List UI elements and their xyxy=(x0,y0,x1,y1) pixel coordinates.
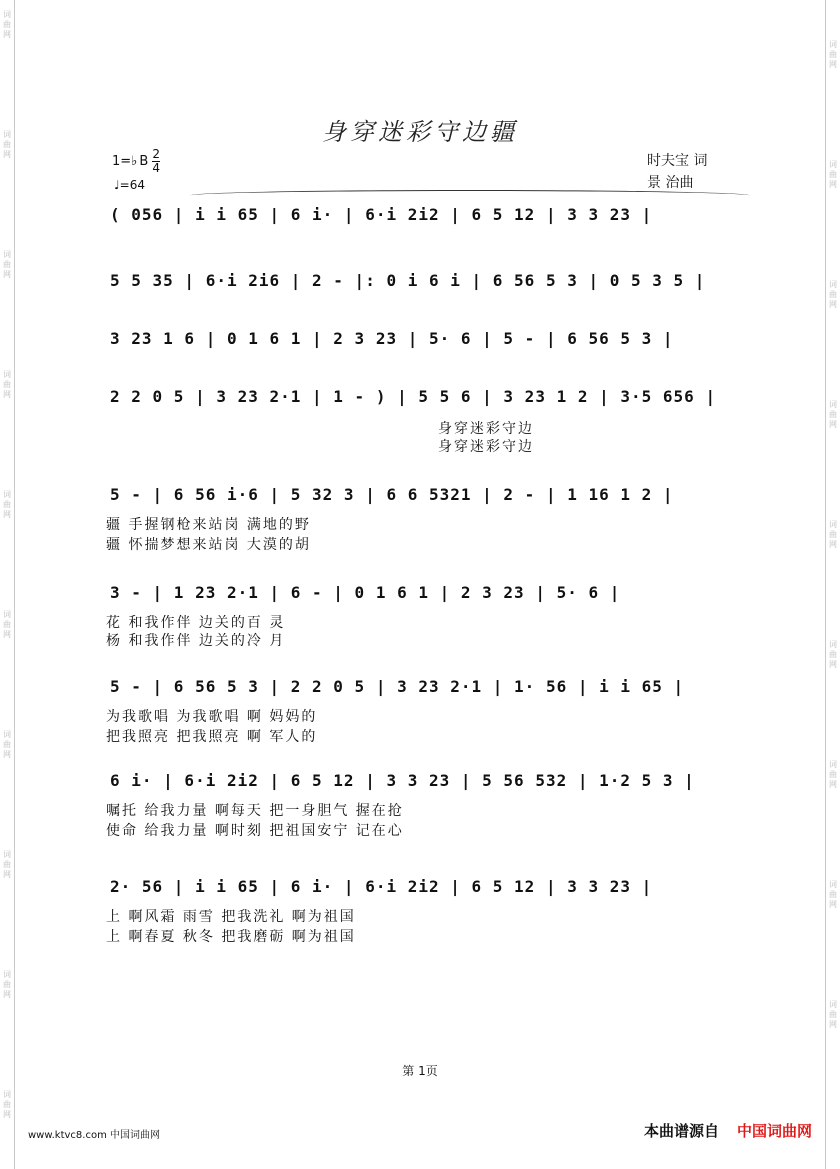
lyrics-verse-1: 身穿迷彩守边 xyxy=(438,421,534,437)
notation-row xyxy=(106,480,760,510)
notation-row xyxy=(106,382,760,412)
watermark-text: 词曲网 xyxy=(3,10,11,39)
notation-text: 5 5 35 | 6·i 2i6 | 2 - |: 0 i 6 i | 6 56 5 3 | 0 5 3 5 | xyxy=(110,271,706,290)
lyrics-verse-1: 上 啊风霜 雨雪 把我洗礼 啊为祖国 xyxy=(106,909,356,925)
left-watermark-strip xyxy=(0,0,15,1169)
notation-text: 5 - | 6 56 5 3 | 2 2 0 5 | 3 23 2·1 | 1· 56 | i i 65 | xyxy=(110,677,685,696)
composer-credit: 景 治曲 xyxy=(647,175,694,191)
watermark-text: 词曲网 xyxy=(829,400,837,429)
lyrics-verse-1: 为我歌唱 为我歌唱 啊 妈妈的 xyxy=(106,709,318,725)
lyricist-credit: 时夫宝 词 xyxy=(647,153,708,169)
watermark-text: 词曲网 xyxy=(829,880,837,909)
notation-text: 3 23 1 6 | 0 1 6 1 | 2 3 23 | 5· 6 | 5 - | 6 56 5 3 | xyxy=(110,329,674,348)
watermark-text: 词曲网 xyxy=(829,520,837,549)
watermark-text: 词曲网 xyxy=(3,610,11,639)
notation-text: 5 - | 6 56 i·6 | 5 32 3 | 6 6 5321 | 2 - | 1 16 1 2 | xyxy=(110,485,674,504)
notation-text: ( 056 | i i 65 | 6 i· | 6·i 2i2 | 6 5 12 | 3 3 23 | xyxy=(110,205,653,224)
watermark-text: 词曲网 xyxy=(829,1000,837,1029)
right-watermark-strip xyxy=(825,0,840,1169)
notation-row xyxy=(106,200,760,230)
notation-row xyxy=(106,578,760,608)
quarter-note-icon: ♩ xyxy=(114,178,120,192)
site-link[interactable]: www.ktvc8.com 中国词曲网 xyxy=(28,1130,161,1141)
time-signature xyxy=(152,148,160,175)
notation-row xyxy=(106,266,760,296)
notation-row xyxy=(106,672,760,702)
watermark-text: 词曲网 xyxy=(3,250,11,279)
watermark-text: 词曲网 xyxy=(829,160,837,189)
watermark-text: 词曲网 xyxy=(3,970,11,999)
watermark-text: 词曲网 xyxy=(3,850,11,879)
notation-text: 2· 56 | i i 65 | 6 i· | 6·i 2i2 | 6 5 12 | 3 3 23 | xyxy=(110,877,653,896)
lyrics-verse-1: 疆 手握钢枪来站岗 满地的野 xyxy=(106,517,311,533)
lyrics-verse-2: 疆 怀揣梦想来站岗 大漠的胡 xyxy=(106,537,311,553)
watermark-text: 词曲网 xyxy=(829,640,837,669)
source-credit xyxy=(644,1120,812,1141)
tempo-marking xyxy=(114,178,145,192)
notation-row xyxy=(106,324,760,354)
watermark-text: 词曲网 xyxy=(829,280,837,309)
watermark-text: 词曲网 xyxy=(3,1090,11,1119)
lyrics-verse-2: 身穿迷彩守边 xyxy=(438,439,534,455)
flat-sign: ♭ xyxy=(131,154,138,169)
lyrics-verse-1: 嘱托 给我力量 啊每天 把一身胆气 握在抢 xyxy=(106,803,404,819)
lyrics-verse-2: 使命 给我力量 啊时刻 把祖国安宁 记在心 xyxy=(106,823,404,839)
notation-row xyxy=(106,872,760,902)
watermark-text: 词曲网 xyxy=(3,130,11,159)
brand-name: 中国词曲网 xyxy=(736,1122,812,1140)
key-signature xyxy=(112,148,160,175)
watermark-text: 词曲网 xyxy=(3,730,11,759)
key-prefix: 1= xyxy=(112,154,132,169)
watermark-text: 词曲网 xyxy=(3,370,11,399)
lyrics-verse-2: 杨 和我作伴 边关的冷 月 xyxy=(106,633,286,649)
notation-text: 6 i· | 6·i 2i2 | 6 5 12 | 3 3 23 | 5 56 532 | 1·2 5 3 | xyxy=(110,771,695,790)
lyrics-verse-2: 把我照亮 把我照亮 啊 军人的 xyxy=(106,729,318,745)
time-top: 2 xyxy=(152,147,161,161)
time-bottom: 4 xyxy=(152,161,161,175)
source-label: 本曲谱源自 xyxy=(643,1122,719,1140)
notation-row xyxy=(106,766,760,796)
page-number: 第 1页 xyxy=(402,1064,438,1078)
lyrics-verse-2: 上 啊春夏 秋冬 把我磨砺 啊为祖国 xyxy=(106,929,356,945)
watermark-text: 词曲网 xyxy=(3,490,11,519)
watermark-text: 词曲网 xyxy=(829,760,837,789)
notation-text: 2 2 0 5 | 3 23 2·1 | 1 - ) | 5 5 6 | 3 23 1 2 | 3·5 656 | xyxy=(110,387,717,406)
watermark-text: 词曲网 xyxy=(829,40,837,69)
tempo-value: =64 xyxy=(119,178,145,192)
song-title: 身穿迷彩守边疆 xyxy=(322,118,518,146)
key-tonic: B xyxy=(139,154,149,169)
notation-text: 3 - | 1 23 2·1 | 6 - | 0 1 6 1 | 2 3 23 | 5· 6 | xyxy=(110,583,621,602)
lyrics-verse-1: 花 和我作伴 边关的百 灵 xyxy=(106,615,286,631)
